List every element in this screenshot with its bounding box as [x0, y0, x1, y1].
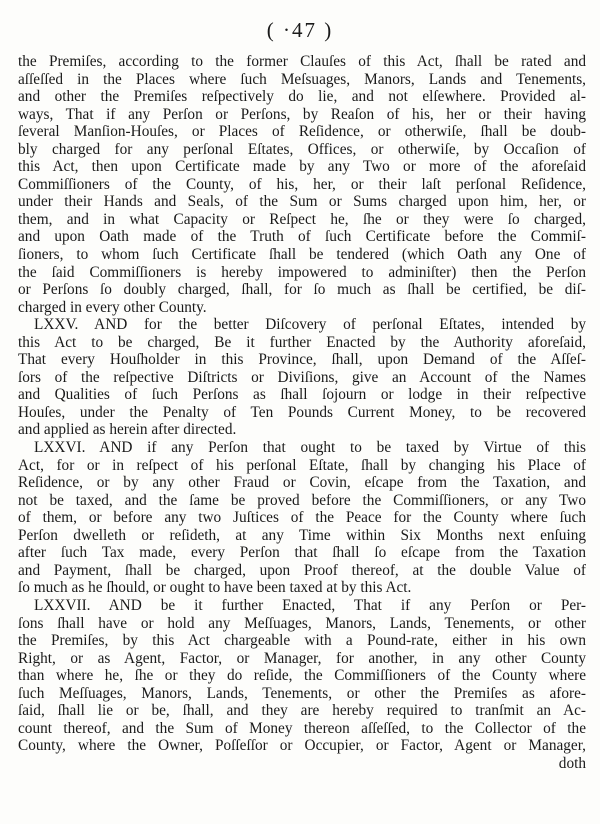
text-line: count thereof, and the Sum of Money thereon aſſeſſed, to the Collector of the: [18, 719, 586, 737]
text-line: ſons ſhall have or hold any Meſſuages, Manors, Lands, Tenements, or other: [18, 614, 586, 632]
document-body: [18, 53, 586, 772]
text-line: Houſes, under the Penalty of Ten Pounds Current Money, to be recovered: [18, 403, 586, 421]
text-line: aſſeſſed in the Places where ſuch Meſsuages, Manors, Lands and Tenements,: [18, 70, 586, 88]
text-line: charged in every other County.: [18, 298, 207, 316]
text-line: and other the Premiſes reſpectively do lie, and not elſewhere. Provided al-: [18, 88, 586, 106]
text-line: Perſon dwelleth or reſideth, at any Time within Six Months next enſuing: [18, 526, 586, 544]
text-line: Reſidence, or by any other Fraud or Covin, eſcape from the Taxation, and: [18, 474, 586, 492]
text-line: ſors of the reſpective Diſtricts or Diviſions, give an Account of the Names: [18, 368, 586, 386]
text-line: Commiſſioners of the County, of his, her, or their laſt perſonal Reſidence,: [18, 175, 586, 193]
text-line: ſeveral Manſion-Houſes, or Places of Reſidence, or otherwiſe, ſhall be doub-: [18, 123, 586, 141]
text-line: them, and in what Capacity or Reſpect he, ſhe or they were ſo charged,: [18, 210, 586, 228]
text-line: of them, or before any two Juſtices of the Peace for the County where ſuch: [18, 509, 586, 527]
text-line: ſaid, ſhall lie or be, ſhall, and they are hereby required to tranſmit an Ac-: [18, 702, 586, 720]
text-line: the Premiſes, by this Act chargeable with a Pound-rate, either in his own: [18, 632, 586, 650]
text-line: this Act to be charged, Be it further Enacted by the Authority aforeſaid,: [18, 333, 586, 351]
text-line: LXXVII. AND be it further Enacted, That if any Perſon or Per-: [34, 596, 586, 614]
text-line: the Premiſes, according to the former Clauſes of this Act, ſhall be rated and: [18, 53, 586, 70]
text-line: ways, That if any Perſon or Perſons, by Reaſon of his, her or their having: [18, 105, 586, 123]
text-line: Act, for or in reſpect of his perſonal Eſtate, ſhall by changing his Place of: [18, 456, 586, 474]
text-line: than where he, ſhe or they do reſide, the Commiſſioners of the County where: [18, 667, 586, 685]
text-line: ſuch Meſſuages, Manors, Lands, Tenements, or other the Premiſes as afore-: [18, 684, 586, 702]
text-line: after ſuch Tax made, every Perſon that ſhall ſo eſcape from the Taxation: [18, 544, 586, 562]
text-line: That every Houſholder in this Province, ſhall, upon Demand of the Aſſeſ-: [18, 351, 586, 369]
text-line: and Payment, ſhall be charged, upon Proof thereof, at the double Value of: [18, 561, 586, 579]
text-line: LXXVI. AND if any Perſon that ought to be taxed by Virtue of this: [34, 439, 586, 457]
text-line: bly charged for any perſonal Eſtates, Offices, or otherwiſe, by Occaſion of: [18, 140, 586, 158]
text-line: County, where the Owner, Poſſeſſor or Occupier, or Factor, Agent or Manager,: [18, 737, 586, 755]
text-line: ſo much as he ſhould, or ought to have been taxed at by this Act.: [18, 579, 412, 597]
text-line: ſioners, to whom ſuch Certificate ſhall be tendered (which Oath any One of: [18, 246, 586, 264]
text-line: and applied as herein after directed.: [18, 421, 237, 439]
text-line: Right, or as Agent, Factor, or Manager, for another, in any other County: [18, 649, 586, 667]
text-line: not be taxed, and the ſame be proved before the Commiſſioners, or any Two: [18, 491, 586, 509]
text-line: doth: [558, 754, 586, 772]
text-line: the ſaid Commiſſioners is hereby impowered to adminiſter) then the Perſon: [18, 263, 586, 281]
text-line: and Qualities of ſuch Perſons as ſhall ſojourn or lodge in their reſpective: [18, 386, 586, 404]
text-line: under their Hands and Seals, of the Sum or Sums charged upon him, her, or: [18, 193, 586, 211]
text-line: this Act, then upon Certificate made by any Two or more of the aforeſaid: [18, 158, 586, 176]
text-line: and upon Oath made of the Truth of ſuch Certificate before the Commiſ-: [18, 228, 586, 246]
text-line: LXXV. AND for the better Diſcovery of perſonal Eſtates, intended by: [34, 316, 586, 334]
text-line: or Perſons ſo doubly charged, ſhall, for ſo much as ſhall be certified, be diſ-: [18, 281, 586, 299]
page-number: ( ·47 ): [266, 18, 334, 42]
